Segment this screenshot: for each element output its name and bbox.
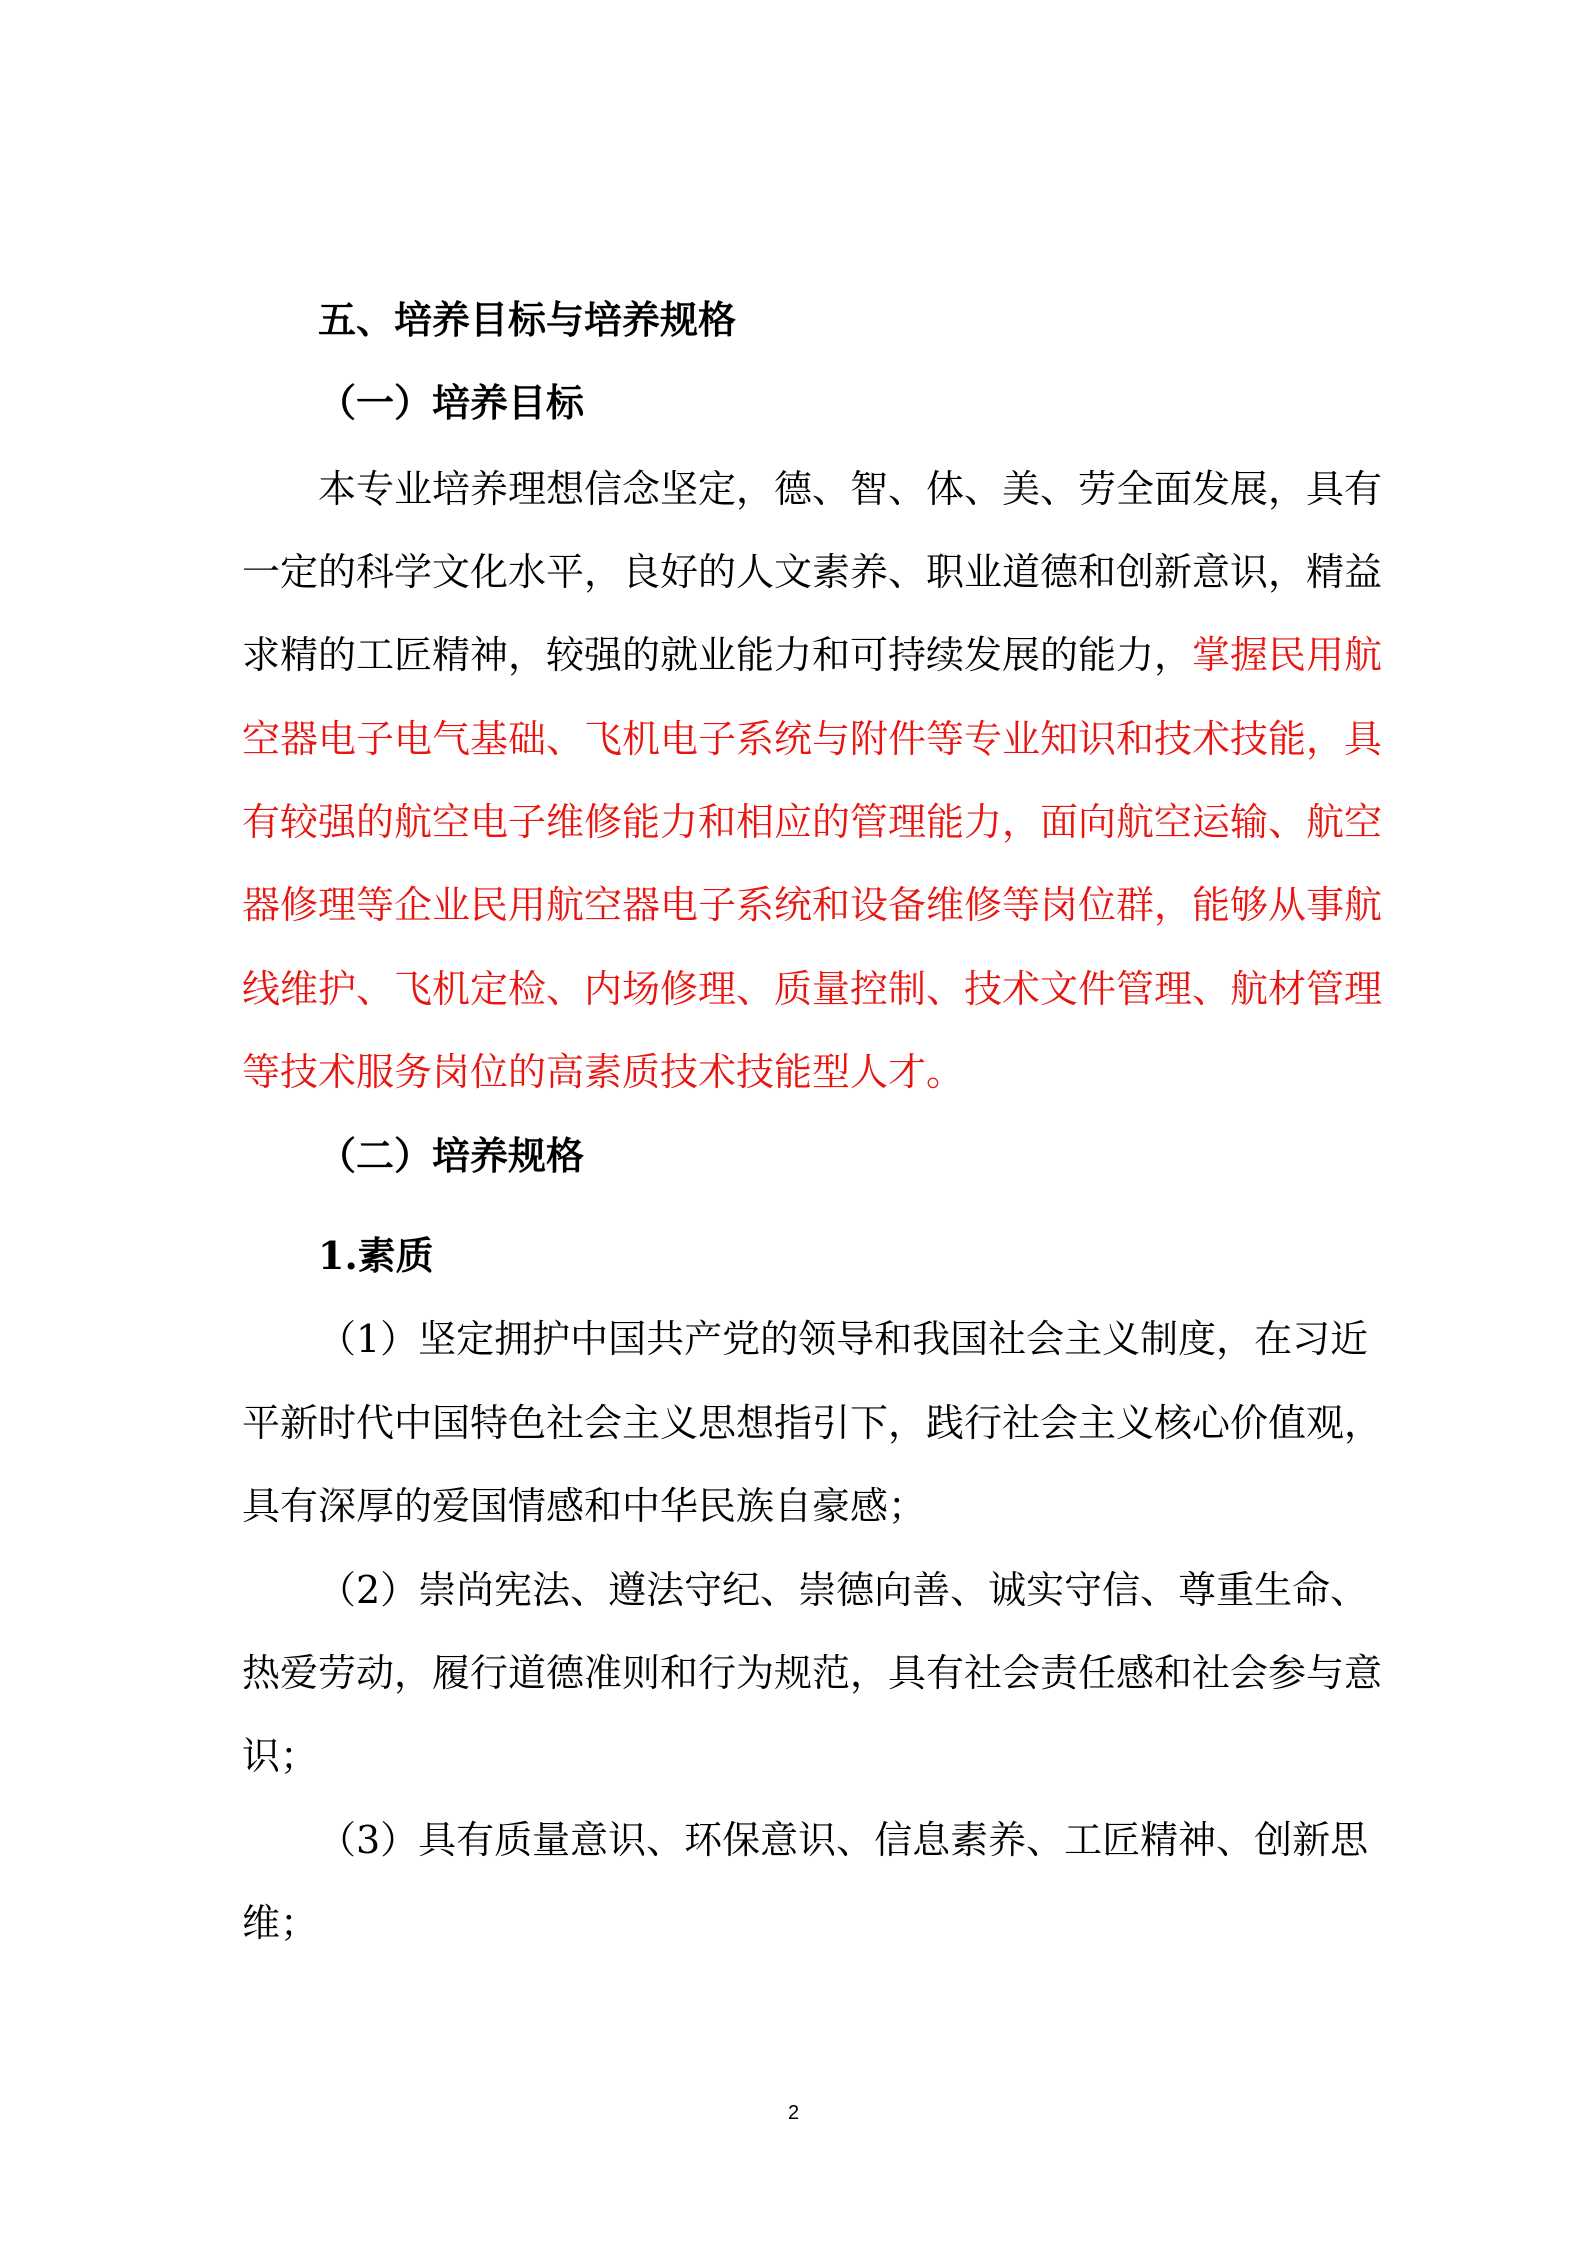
item-line: 维；: [242, 1901, 319, 1945]
subheading-training-specification: （二）培养规格: [318, 1133, 585, 1178]
paragraph-line-red: 有较强的航空电子维修能力和相应的管理能力，面向航空运输、航空: [242, 800, 1383, 844]
item-line: （1）坚定拥护中国共产党的领导和我国社会主义制度，在习近: [318, 1317, 1369, 1361]
item-line: 平新时代中国特色社会主义思想指引下，践行社会主义核心价值观，: [242, 1401, 1383, 1445]
paragraph-line-red: 器修理等企业民用航空器电子系统和设备维修等岗位群，能够从事航: [242, 883, 1383, 927]
page-number: 2: [787, 2102, 800, 2124]
paragraph-text-red: 掌握民用航: [1192, 633, 1383, 677]
item-line: 热爱劳动，履行道德准则和行为规范，具有社会责任感和社会参与意: [242, 1651, 1383, 1695]
section-heading: 五、培养目标与培养规格: [318, 297, 737, 342]
item-line: 具有深厚的爱国情感和中华民族自豪感；: [242, 1484, 927, 1528]
paragraph-text-black: 求精的工匠精神，较强的就业能力和可持续发展的能力，: [242, 633, 1193, 677]
subheading-training-objective: （一）培养目标: [318, 380, 585, 425]
subheading-quality: 1.素质: [318, 1233, 434, 1278]
paragraph-line: 本专业培养理想信念坚定，德、智、体、美、劳全面发展，具有: [318, 467, 1383, 511]
item-line: （2）崇尚宪法、遵法守纪、崇德向善、诚实守信、尊重生命、: [318, 1568, 1369, 1612]
paragraph-line-red: 空器电子电气基础、飞机电子系统与附件等专业知识和技术技能，具: [242, 717, 1383, 761]
paragraph-line-red: 等技术服务岗位的高素质技术技能型人才。: [242, 1050, 965, 1094]
paragraph-line: 一定的科学文化水平，良好的人文素养、职业道德和创新意识，精益: [242, 550, 1383, 594]
item-line: （3）具有质量意识、环保意识、信息素养、工匠精神、创新思: [318, 1818, 1369, 1862]
item-line: 识；: [242, 1734, 319, 1778]
paragraph-line-red: 线维护、飞机定检、内场修理、质量控制、技术文件管理、航材管理: [242, 967, 1383, 1011]
paragraph-line: [242, 633, 1383, 677]
